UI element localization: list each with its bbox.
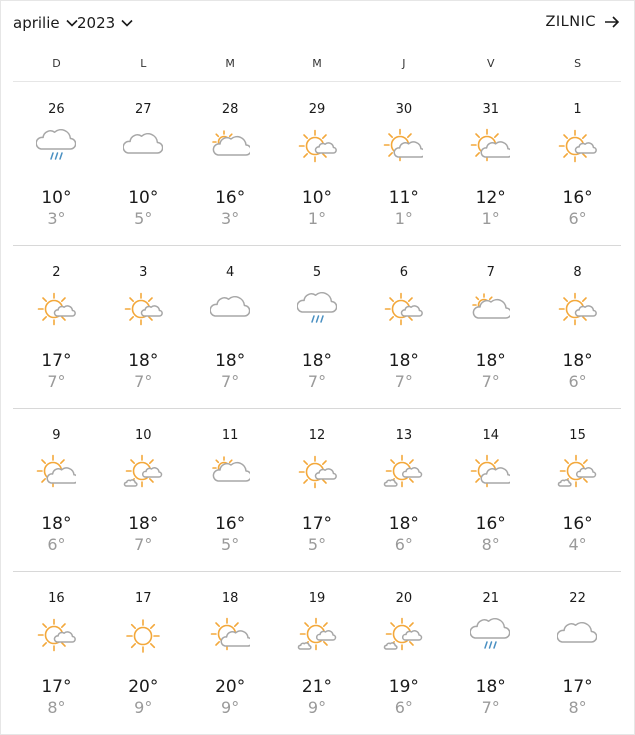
low-temp: 6°	[47, 535, 66, 554]
year-label: 2023	[77, 14, 116, 32]
high-temp: 18°	[128, 514, 159, 534]
day-cell[interactable]	[447, 408, 534, 571]
sun-clouds-icon	[297, 616, 337, 656]
cloud-icon	[210, 290, 250, 330]
day-number: 10	[135, 428, 152, 443]
day-cell[interactable]	[447, 245, 534, 408]
low-temp: 1°	[394, 209, 413, 228]
day-cell[interactable]	[13, 82, 100, 245]
day-number: 5	[312, 265, 322, 280]
sun-clouds-icon	[557, 453, 597, 493]
high-temp: 16°	[215, 514, 246, 534]
day-number: 13	[395, 428, 413, 443]
day-number: 18	[221, 591, 239, 606]
day-cell[interactable]	[360, 82, 447, 245]
low-temp: 7°	[481, 372, 500, 391]
low-temp: 8°	[568, 698, 587, 717]
day-number: 28	[221, 102, 239, 117]
low-temp: 9°	[221, 698, 240, 717]
cloud-rain-icon	[470, 616, 510, 656]
day-cell[interactable]	[13, 408, 100, 571]
day-cell[interactable]	[534, 571, 621, 734]
day-number: 26	[48, 102, 65, 117]
day-number: 15	[569, 428, 586, 443]
sun-big-cloud-icon	[470, 127, 510, 167]
day-cell[interactable]	[274, 82, 361, 245]
sun-cloud-icon	[123, 290, 163, 330]
low-temp: 8°	[47, 698, 66, 717]
day-number: 12	[308, 428, 326, 443]
weekday-label: S	[574, 57, 582, 70]
low-temp: 9°	[134, 698, 153, 717]
day-number: 17	[135, 591, 152, 606]
day-cell[interactable]	[187, 245, 274, 408]
day-cell[interactable]	[534, 245, 621, 408]
cloud-sun-icon	[470, 290, 510, 330]
day-cell[interactable]	[534, 408, 621, 571]
cloud-rain-icon	[297, 290, 337, 330]
day-number: 29	[308, 102, 326, 117]
low-temp: 7°	[134, 372, 153, 391]
sun-clouds-icon	[123, 453, 163, 493]
day-number: 16	[48, 591, 65, 606]
day-number: 7	[486, 265, 495, 280]
cloud-rain-icon	[36, 127, 76, 167]
day-cell[interactable]	[447, 82, 534, 245]
weekday-label: L	[140, 57, 147, 70]
year-select[interactable]	[77, 14, 133, 32]
day-cell[interactable]	[187, 571, 274, 734]
day-number: 22	[569, 591, 586, 606]
cloud-sun-icon	[210, 453, 250, 493]
low-temp: 5°	[134, 209, 153, 228]
day-cell[interactable]	[360, 571, 447, 734]
high-temp: 20°	[128, 677, 159, 697]
low-temp: 3°	[221, 209, 240, 228]
high-temp: 16°	[562, 514, 593, 534]
day-number: 20	[395, 591, 413, 606]
day-cell[interactable]	[100, 408, 187, 571]
day-cell[interactable]	[187, 82, 274, 245]
low-temp: 3°	[47, 209, 66, 228]
cloud-sun-icon	[210, 127, 250, 167]
day-number: 19	[308, 591, 326, 606]
day-cell[interactable]	[100, 571, 187, 734]
daily-view-label: ZILNIC	[545, 14, 596, 30]
high-temp: 10°	[128, 188, 159, 208]
day-number: 27	[135, 102, 152, 117]
low-temp: 7°	[394, 372, 413, 391]
sun-clouds-icon	[383, 453, 423, 493]
day-number: 14	[482, 428, 499, 443]
sun-cloud-icon	[36, 290, 76, 330]
high-temp: 18°	[301, 351, 333, 371]
high-temp: 17°	[41, 351, 72, 371]
weekday-label: J	[402, 57, 406, 70]
sun-cloud-icon	[297, 127, 337, 167]
weekday-label: M	[312, 57, 322, 70]
week-row	[13, 408, 621, 572]
day-number: 30	[395, 102, 413, 117]
day-cell[interactable]	[360, 245, 447, 408]
high-temp: 18°	[388, 514, 419, 534]
weekday-label: D	[52, 57, 61, 70]
day-cell[interactable]	[274, 408, 361, 571]
cloud-icon	[123, 127, 163, 167]
sun-clouds-icon	[383, 616, 423, 656]
day-number: 3	[139, 265, 148, 280]
low-temp: 6°	[394, 698, 413, 717]
low-temp: 7°	[481, 698, 500, 717]
low-temp: 1°	[307, 209, 327, 228]
low-temp: 7°	[134, 535, 153, 554]
high-temp: 10°	[301, 188, 333, 208]
sun-icon	[123, 616, 163, 656]
high-temp: 17°	[301, 514, 333, 534]
day-cell[interactable]	[13, 571, 100, 734]
month-label: aprilie	[13, 14, 60, 32]
high-temp: 11°	[388, 188, 419, 208]
high-temp: 20°	[215, 677, 246, 697]
chevron-down-icon	[66, 19, 78, 27]
week-row	[13, 245, 621, 409]
day-number: 11	[221, 428, 239, 443]
day-cell[interactable]	[13, 245, 100, 408]
high-temp: 18°	[388, 351, 419, 371]
day-cell[interactable]	[187, 408, 274, 571]
high-temp: 10°	[41, 188, 72, 208]
day-number: 6	[399, 265, 408, 280]
sun-big-cloud-icon	[210, 616, 250, 656]
low-temp: 9°	[307, 698, 327, 717]
low-temp: 7°	[47, 372, 66, 391]
daily-view-link[interactable]	[545, 14, 620, 30]
high-temp: 19°	[388, 677, 419, 697]
day-number: 31	[482, 102, 499, 117]
sun-cloud-icon	[383, 290, 423, 330]
low-temp: 6°	[568, 209, 587, 228]
high-temp: 17°	[41, 677, 72, 697]
week-row	[13, 82, 621, 246]
day-cell[interactable]	[100, 245, 187, 408]
cloud-icon	[557, 616, 597, 656]
day-number: 9	[52, 428, 61, 443]
day-number: 2	[52, 265, 61, 280]
high-temp: 18°	[562, 351, 593, 371]
day-cell[interactable]	[360, 408, 447, 571]
high-temp: 16°	[562, 188, 593, 208]
low-temp: 4°	[568, 535, 587, 554]
sun-big-cloud-icon	[383, 127, 423, 167]
sun-cloud-icon	[557, 127, 597, 167]
low-temp: 7°	[307, 372, 327, 391]
day-cell[interactable]	[274, 571, 361, 734]
sun-cloud-icon	[557, 290, 597, 330]
arrow-right-icon	[604, 16, 620, 28]
high-temp: 12°	[475, 188, 506, 208]
day-number: 8	[573, 265, 582, 280]
high-temp: 18°	[475, 677, 506, 697]
day-cell[interactable]	[100, 82, 187, 245]
chevron-down-icon	[121, 19, 133, 27]
high-temp: 18°	[128, 351, 159, 371]
low-temp: 1°	[481, 209, 500, 228]
low-temp: 8°	[481, 535, 500, 554]
day-cell[interactable]	[534, 82, 621, 245]
sun-cloud-icon	[36, 616, 76, 656]
weekday-header	[13, 45, 621, 82]
high-temp: 18°	[475, 351, 506, 371]
sun-big-cloud-icon	[36, 453, 76, 493]
low-temp: 7°	[221, 372, 240, 391]
high-temp: 21°	[301, 677, 333, 697]
high-temp: 17°	[562, 677, 593, 697]
high-temp: 18°	[215, 351, 246, 371]
month-select[interactable]	[13, 14, 78, 32]
weekday-label: M	[225, 57, 235, 70]
day-number: 4	[225, 265, 235, 280]
weekday-label: V	[486, 57, 495, 70]
week-row	[13, 571, 621, 734]
day-cell[interactable]	[447, 571, 534, 734]
low-temp: 6°	[568, 372, 587, 391]
sun-cloud-icon	[297, 453, 337, 493]
sun-big-cloud-icon	[470, 453, 510, 493]
day-number: 1	[573, 102, 582, 117]
low-temp: 5°	[307, 535, 327, 554]
day-cell[interactable]	[274, 245, 361, 408]
low-temp: 5°	[221, 535, 240, 554]
high-temp: 18°	[41, 514, 72, 534]
low-temp: 6°	[394, 535, 413, 554]
high-temp: 16°	[475, 514, 506, 534]
calendar-header	[1, 1, 634, 45]
high-temp: 16°	[215, 188, 246, 208]
day-number: 21	[482, 591, 499, 606]
